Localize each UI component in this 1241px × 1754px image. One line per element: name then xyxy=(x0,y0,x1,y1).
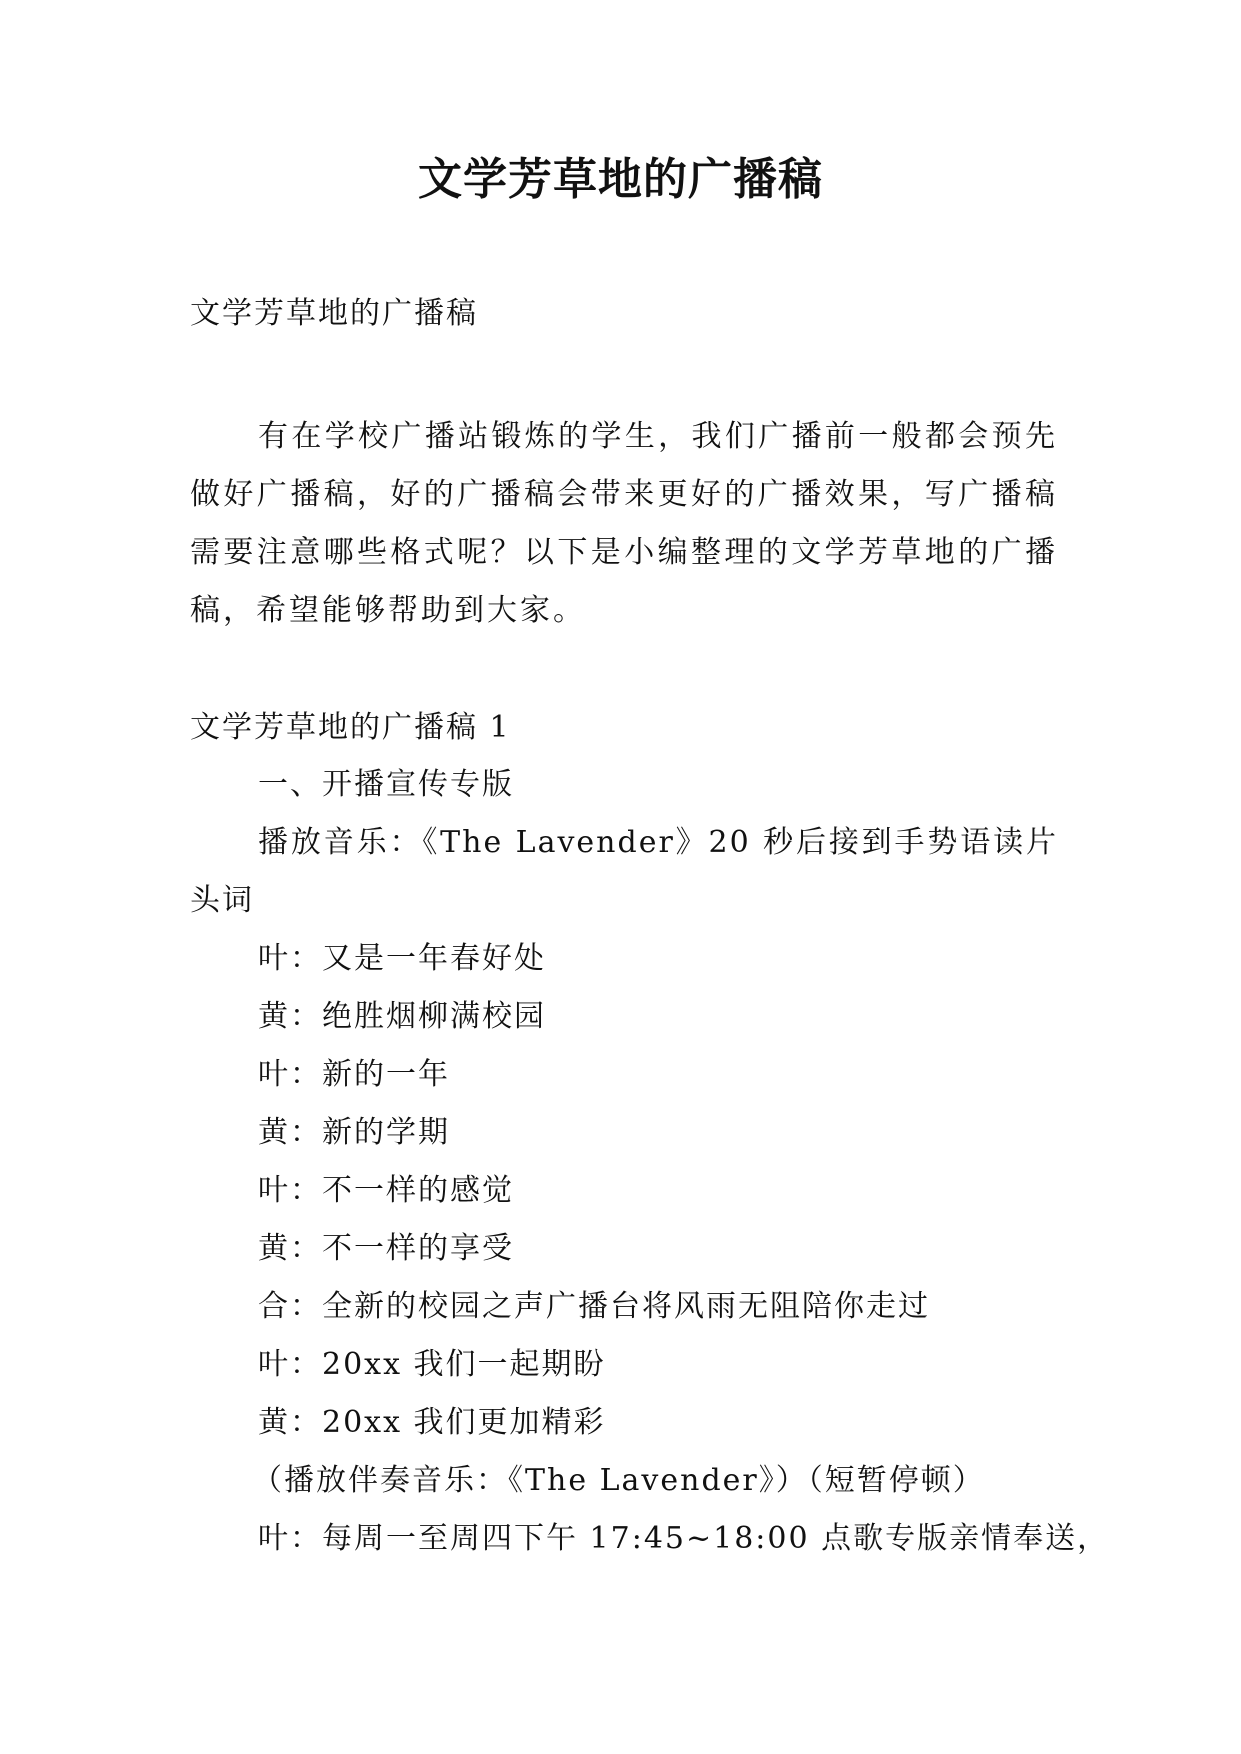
document-subtitle: 文学芳草地的广播稿 xyxy=(190,296,478,331)
script-line: 合：全新的校园之声广播台将风雨无阻陪你走过 xyxy=(258,1289,930,1324)
script-line: 播放音乐：《The Lavender》20 秒后接到手势语读片头词 xyxy=(190,825,1058,918)
script-line: 黄：不一样的享受 xyxy=(258,1231,514,1266)
script-line: 叶：20xx 我们一起期盼 xyxy=(258,1347,606,1382)
script-line: 一、开播宣传专版 xyxy=(258,767,514,802)
script-line: （播放伴奏音乐：《The Lavender》）（短暂停顿） xyxy=(252,1463,985,1498)
script-line: 黄：20xx 我们更加精彩 xyxy=(258,1405,606,1440)
script-line: 叶：新的一年 xyxy=(258,1057,450,1092)
intro-paragraph: 有在学校广播站锻炼的学生，我们广播前一般都会预先做好广播稿，好的广播稿会带来更好的广播效果，写广播稿需要注意哪些格式呢？以下是小编整理的文学芳草地的广播稿，希望能够帮助到大家。 xyxy=(190,419,1058,628)
script-line: 叶：每周一至周四下午 17:45~18:00 点歌专版亲情奉送， xyxy=(258,1521,1110,1556)
script-line: 黄：新的学期 xyxy=(258,1115,450,1150)
script-line: 黄：绝胜烟柳满校园 xyxy=(258,999,546,1034)
script-line: 叶：又是一年春好处 xyxy=(258,941,546,976)
document-title: 文学芳草地的广播稿 xyxy=(418,154,823,205)
script-line: 叶：不一样的感觉 xyxy=(258,1173,514,1208)
section-title: 文学芳草地的广播稿 1 xyxy=(190,710,511,745)
script-lines xyxy=(190,756,1110,1568)
